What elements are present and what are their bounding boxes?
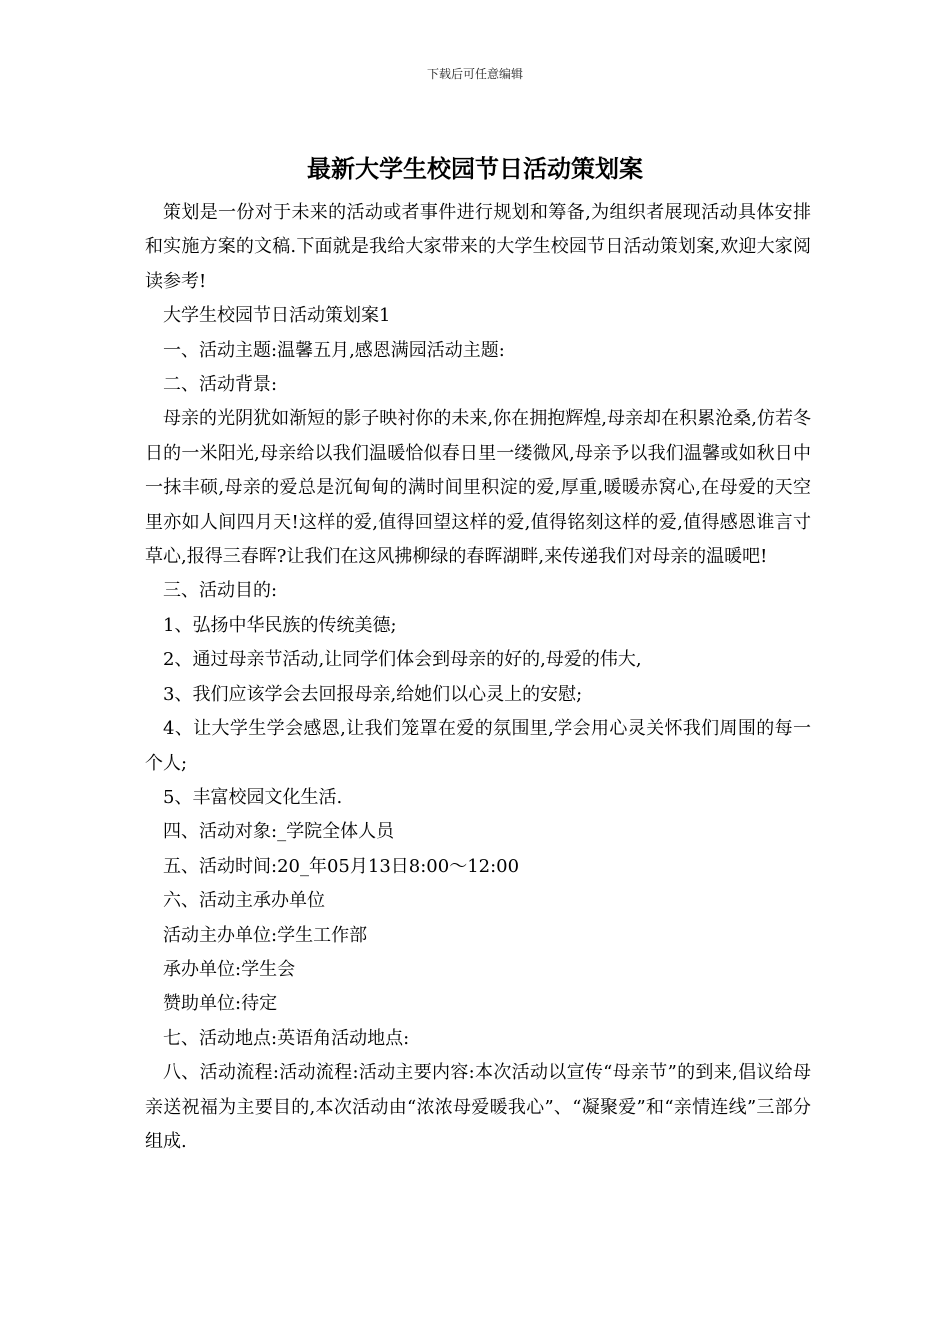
document-body (145, 196, 811, 1159)
paragraph-process: 八、活动流程:活动流程:活动主要内容:本次活动以宣传“母亲节”的到来,倡议给母亲送祝福为主要目的,本次活动由“浓浓母爱暖我心”、“凝聚爱”和“亲情连线”三部分组成. (145, 1062, 811, 1152)
paragraph-purpose-1: 1、弘扬中华民族的传统美德; (163, 614, 397, 636)
paragraph-host: 活动主办单位:学生工作部 (163, 924, 368, 946)
paragraph-plan-heading: 大学生校园节日活动策划案1 (163, 305, 391, 327)
paragraph-purpose-heading: 三、活动目的: (163, 580, 278, 602)
paragraph-purpose-2: 2、通过母亲节活动,让同学们体会到母亲的好的,母爱的伟大, (163, 649, 642, 671)
header-note: 下载后可任意编辑 (426, 67, 523, 81)
paragraph-sponsor: 赞助单位:待定 (163, 993, 278, 1015)
paragraph-background: 母亲的光阴犹如渐短的影子映衬你的未来,你在拥抱辉煌,母亲却在积累沧桑,仿若冬日的一米阳光,母亲给以我们温暖恰似春日里一缕微风,母亲予以我们温馨或如秋日中一抹丰硕,母亲的爱总是沉甸甸的满时间里积淀的爱,厚重,暖暖赤窝心,在母爱的天空里亦如人间四月天!这样的爱,值得回望这样的爱,值得铭刻这样的爱,值得感恩谁言寸草心,报得三春晖?让我们在这风拂柳绿的春晖湖畔,来传递我们对母亲的温暖吧! (145, 408, 811, 568)
paragraph-time: 五、活动时间:20_年05月13日8:00～12:00 (163, 855, 520, 877)
paragraph-organizers-heading: 六、活动主承办单位 (163, 890, 325, 912)
paragraph-background-heading: 二、活动背景: (163, 374, 278, 396)
paragraph-purpose-3: 3、我们应该学会去回报母亲,给她们以心灵上的安慰; (163, 683, 583, 705)
document-title: 最新大学生校园节日活动策划案 (307, 154, 643, 183)
paragraph-location: 七、活动地点:英语角活动地点: (163, 1027, 410, 1049)
paragraph-purpose-4: 4、让大学生学会感恩,让我们笼罩在爱的氛围里,学会用心灵关怀我们周围的每一个人; (145, 718, 811, 774)
paragraph-audience: 四、活动对象:_学院全体人员 (163, 821, 395, 843)
paragraph-organizer: 承办单位:学生会 (163, 958, 296, 980)
paragraph-theme: 一、活动主题:温馨五月,感恩满园活动主题: (163, 339, 505, 361)
paragraph-intro: 策划是一份对于未来的活动或者事件进行规划和筹备,为组织者展现活动具体安排和实施方案的文稿.下面就是我给大家带来的大学生校园节日活动策划案,欢迎大家阅读参考! (145, 202, 811, 292)
paragraph-purpose-5: 5、丰富校园文化生活. (163, 786, 343, 808)
